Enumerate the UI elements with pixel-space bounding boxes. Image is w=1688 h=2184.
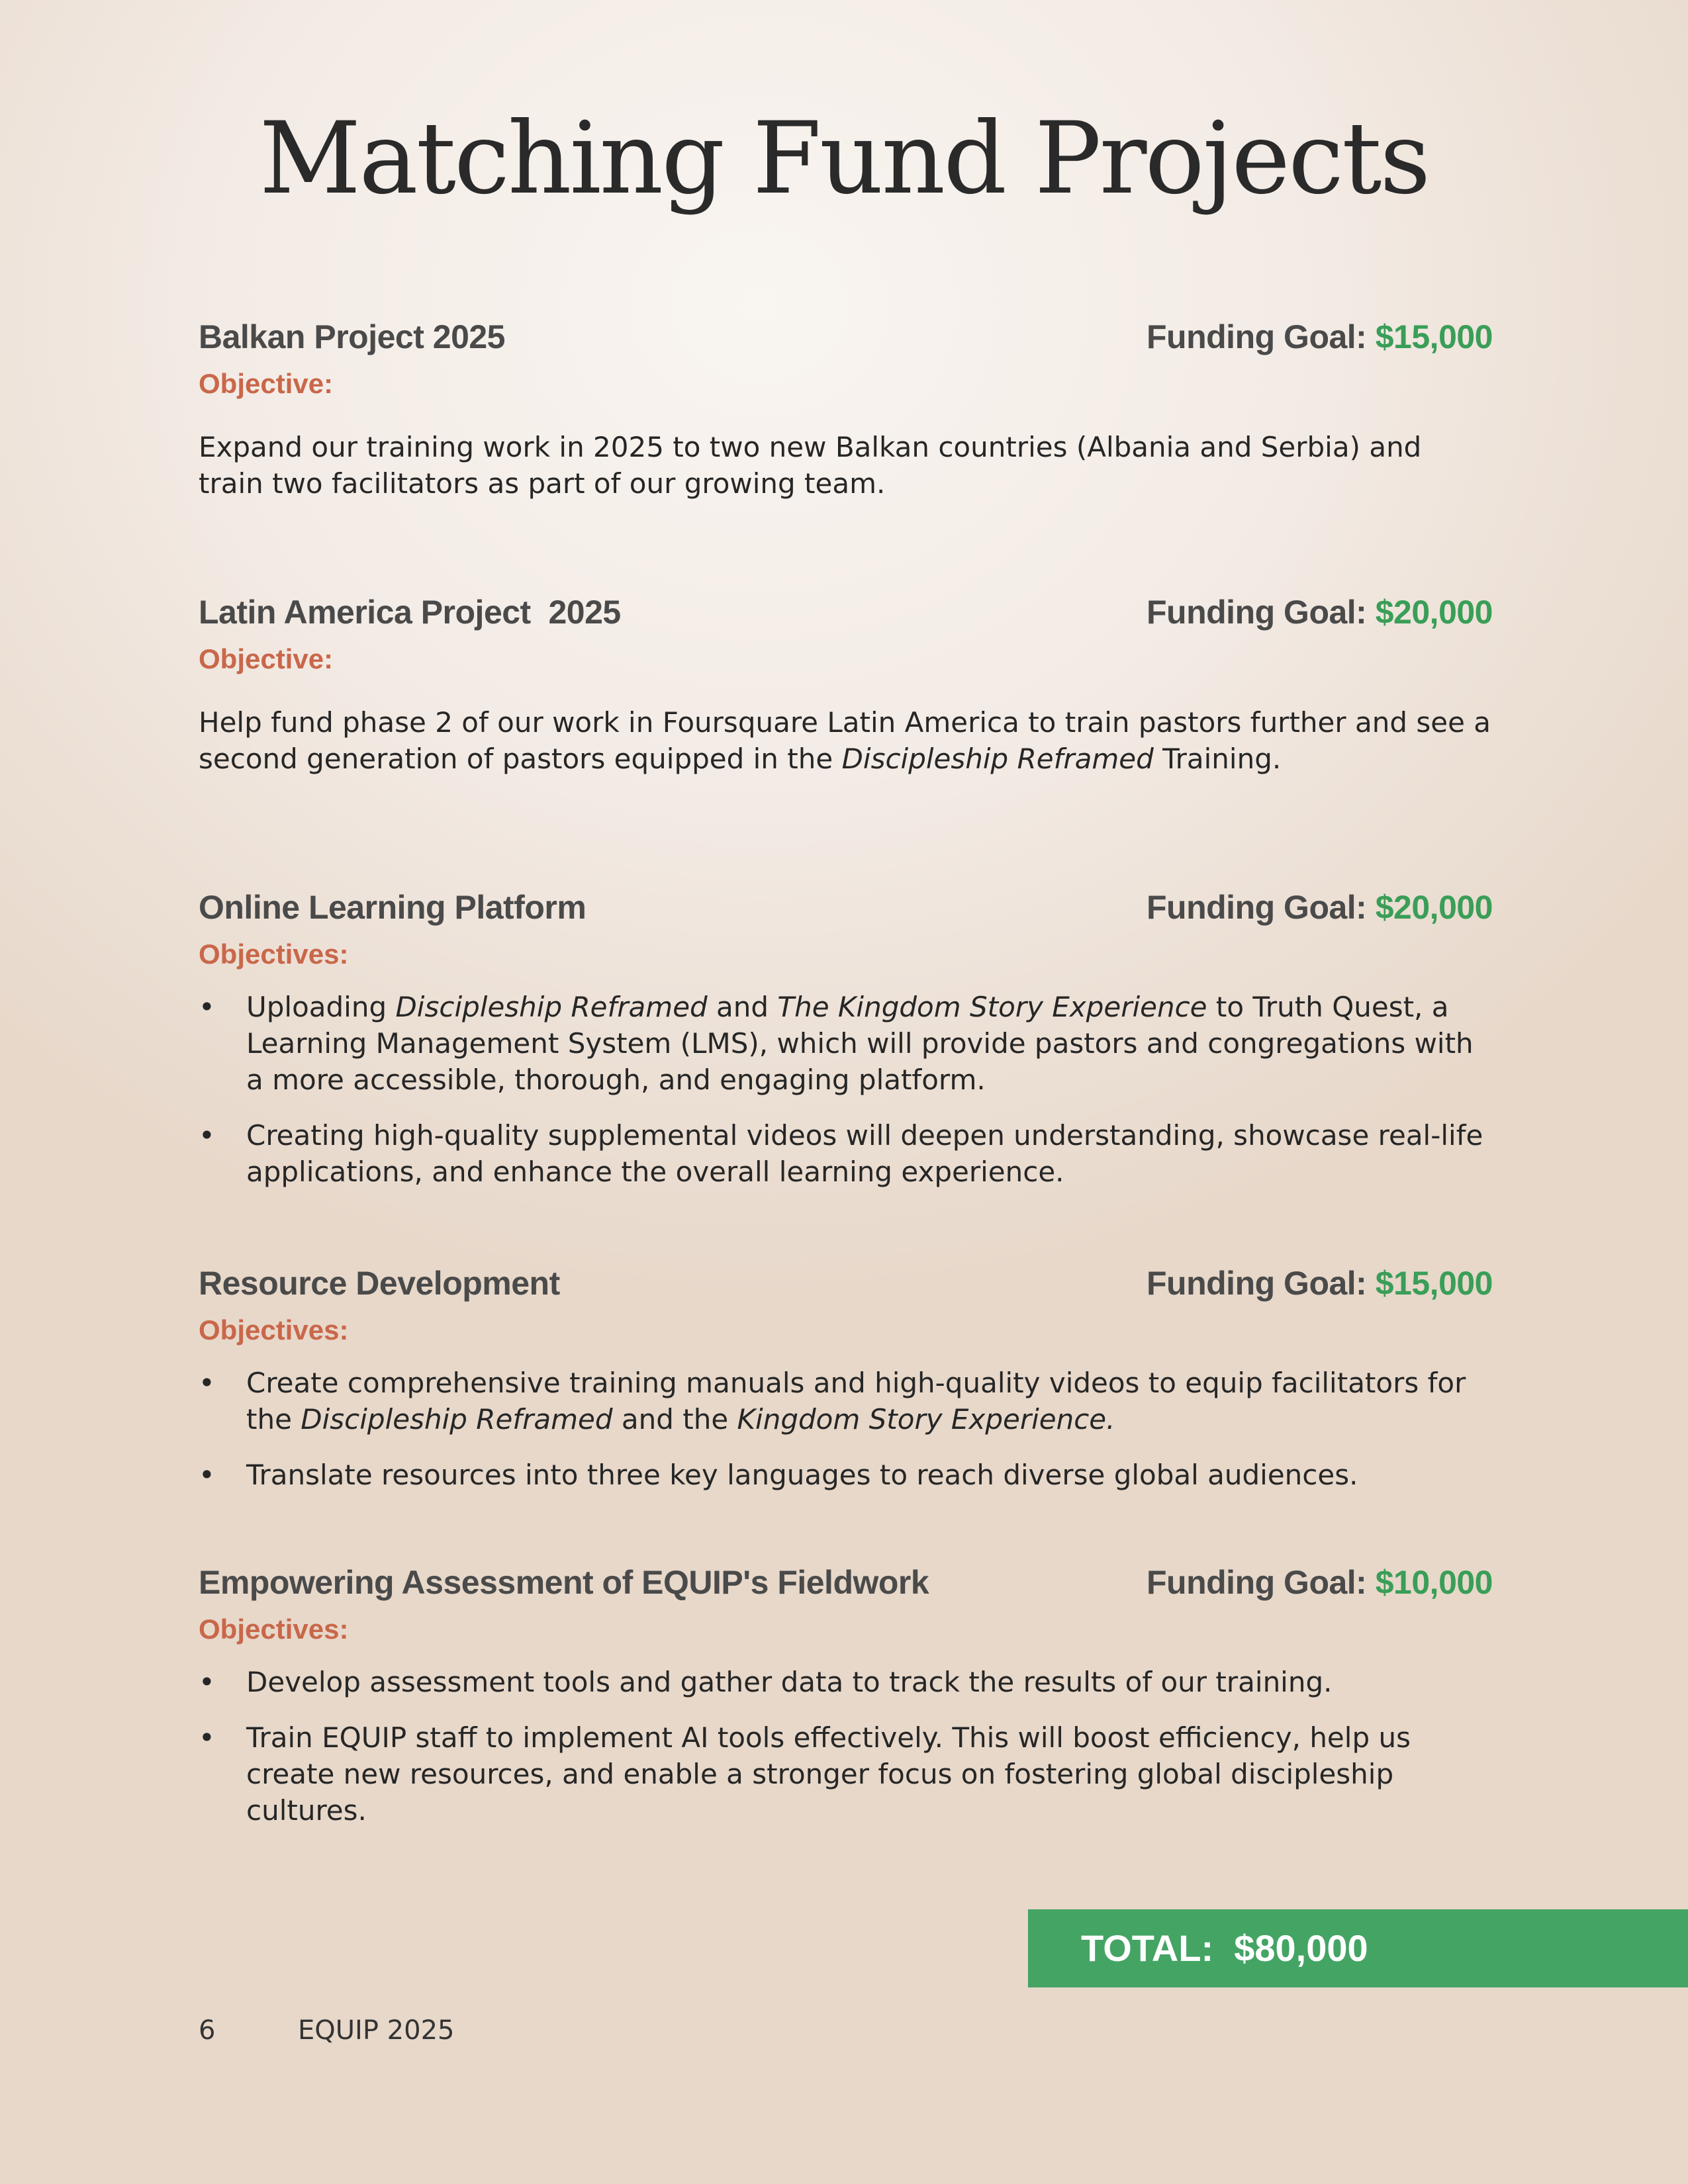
project-resource-development	[199, 1264, 1493, 1512]
funding-goal-amount: $20,000	[1375, 594, 1493, 631]
funding-goal	[1147, 318, 1493, 356]
funding-goal	[1147, 888, 1493, 927]
objective-title: Discipleship Reframed	[301, 1403, 613, 1435]
funding-goal-amount: $15,000	[1375, 1265, 1493, 1302]
total-amount: $80,000	[1234, 1927, 1368, 1969]
objectives-list	[199, 1664, 1493, 1829]
objective-item	[199, 989, 1493, 1098]
objective-title: The Kingdom Story Experience	[777, 991, 1207, 1023]
project-name: Online Learning Platform	[199, 889, 586, 926]
bullet-icon: •	[199, 1721, 215, 1754]
bullet-icon: •	[199, 1119, 215, 1152]
project-empowering-assessment	[199, 1563, 1493, 1848]
objective-label: Objectives:	[199, 1314, 349, 1345]
objective-text: and the	[612, 1403, 737, 1435]
objective-text: Translate resources into three key languages to reach diverse global audiences.	[246, 1459, 1358, 1491]
description-text: Help fund phase 2 of our work in Foursquare Latin America to train pastors further and see a second generation of pastors equipped in the	[199, 706, 1491, 775]
project-name: Empowering Assessment of EQUIP's Fieldwork	[199, 1564, 929, 1601]
funding-goal-amount: $15,000	[1375, 318, 1493, 355]
bullet-icon: •	[199, 1459, 215, 1491]
project-header	[199, 1563, 1493, 1610]
project-header	[199, 593, 1493, 639]
objective-text: Develop assessment tools and gather data to track the results of our training.	[246, 1666, 1333, 1698]
project-online-learning-platform	[199, 888, 1493, 1209]
objectives-list	[199, 989, 1493, 1190]
funding-goal-amount: $10,000	[1375, 1564, 1493, 1601]
funding-goal-label: Funding Goal:	[1147, 889, 1367, 926]
objective-text: and	[707, 991, 778, 1023]
objective-label: Objective:	[199, 368, 334, 399]
funding-goal	[1147, 1264, 1493, 1302]
project-header	[199, 888, 1493, 934]
objectives-list	[199, 1365, 1493, 1493]
page-number: 6	[199, 2015, 216, 2046]
project-header	[199, 1264, 1493, 1310]
objective-text: Create comprehensive training manuals and high-quality videos to equip facilitators for the	[246, 1367, 1466, 1435]
objective-item	[199, 1719, 1493, 1829]
footer-label: EQUIP 2025	[298, 2015, 455, 2046]
project-header	[199, 318, 1493, 364]
description-title: Discipleship Reframed	[841, 743, 1154, 775]
objective-item	[199, 1457, 1493, 1493]
objective-item	[199, 1365, 1493, 1437]
objective-text: to Truth Quest, a Learning Management System (LMS), which will provide pastors and congregations with a more accessible, thorough, and engaging platform.	[246, 991, 1474, 1096]
objective-text: Creating high-quality supplemental videos will deepen understanding, showcase real-life applications, and enhance the overall learning experience.	[246, 1119, 1483, 1188]
total-label: TOTAL:	[1081, 1927, 1214, 1969]
objective-item	[199, 1117, 1493, 1190]
description-text: Training.	[1153, 743, 1282, 775]
project-balkan	[199, 318, 1493, 502]
project-name: Balkan Project 2025	[199, 318, 505, 355]
project-latin-america	[199, 593, 1493, 777]
objective-item	[199, 1664, 1493, 1700]
objective-label: Objectives:	[199, 938, 349, 970]
bullet-icon: •	[199, 991, 215, 1023]
funding-goal-label: Funding Goal:	[1147, 318, 1367, 355]
funding-goal-label: Funding Goal:	[1147, 1564, 1367, 1601]
page-footer	[199, 2015, 454, 2046]
bullet-icon: •	[199, 1367, 215, 1399]
objective-title: Discipleship Reframed	[395, 991, 708, 1023]
objective-label: Objectives:	[199, 1614, 349, 1645]
funding-goal	[1147, 1563, 1493, 1602]
funding-goal-label: Funding Goal:	[1147, 1265, 1367, 1302]
objective-text: Uploading	[246, 991, 396, 1023]
page-title: Matching Fund Projects	[259, 101, 1429, 216]
funding-goal	[1147, 593, 1493, 631]
objective-label: Objective:	[199, 643, 334, 674]
project-description: Expand our training work in 2025 to two new Balkan countries (Albania and Serbia) and train two facilitators as part of our growing team.	[199, 431, 1422, 500]
bullet-icon: •	[199, 1666, 215, 1698]
total-banner	[1028, 1909, 1688, 1987]
project-name: Latin America Project 2025	[199, 594, 621, 631]
project-description	[199, 704, 1493, 777]
objective-title: Kingdom Story Experience.	[737, 1403, 1115, 1435]
objective-text: Train EQUIP staff to implement AI tools effectively. This will boost efficiency, help us create new resources, and enable a stronger focus on fostering global discipleship cultures.	[246, 1721, 1411, 1827]
project-name: Resource Development	[199, 1265, 560, 1302]
funding-goal-label: Funding Goal:	[1147, 594, 1367, 631]
funding-goal-amount: $20,000	[1375, 889, 1493, 926]
